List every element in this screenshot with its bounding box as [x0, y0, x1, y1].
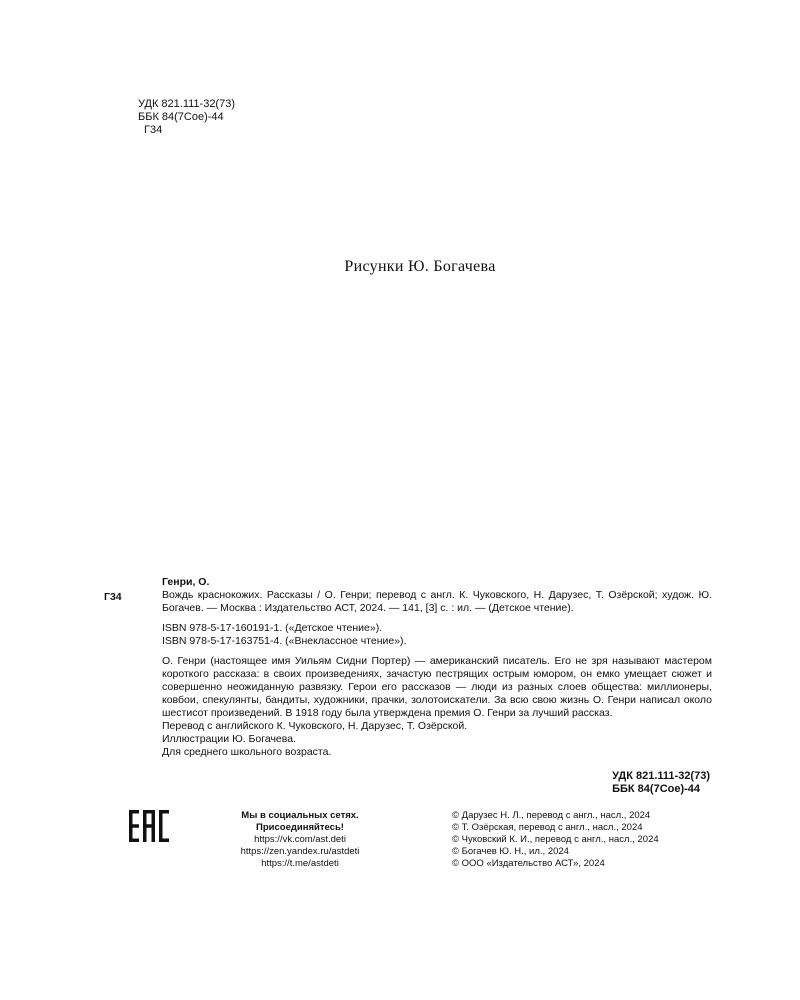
social-link-telegram[interactable]: https://t.me/astdeti: [261, 858, 339, 869]
copyright-line: © Дарузес Н. Л., перевод с англ., насл., 2024: [452, 810, 651, 821]
translation-credit: Перевод с английского К. Чуковского, Н. Дарузес, Т. Озёрской.: [162, 720, 468, 732]
copyright-block: [452, 810, 659, 870]
eac-mark-icon: [128, 808, 170, 844]
isbn-2: ISBN 978-5-17-163751-4. («Внеклассное чтение»).: [162, 635, 407, 647]
bbk-code: ББК 84(7Сое)-44: [138, 111, 224, 123]
annotation: О. Генри (настоящее имя Уильям Сидни Портер) — американский писатель. Его не зря называют мастером короткого рассказа: в своих произведениях, зачастую пестрящих острым юмором, он емко умещает сюжет и совершенно неожиданную развязку. Герои его рассказов — люди из разных слоев общества: миллионеры, ковбои, спекулянты, бандиты, художники, прачки, золотоискатели. За всю свою жизнь О. Генри написал около шестисот произведений. В 1918 году была утверждена премия О. Генри за лучший рассказ.: [162, 655, 712, 719]
social-link-vk[interactable]: https://vk.com/ast.deti: [254, 834, 346, 845]
copyright-line: © Чуковский К. И., перевод с англ., насл., 2024: [452, 834, 659, 845]
illustration-credit: Иллюстрации Ю. Богачева.: [162, 733, 296, 745]
author-mark: Г34: [144, 124, 163, 136]
bibliographic-record: [162, 576, 712, 759]
catalog-author-mark: Г34: [104, 591, 122, 603]
bottom-udk-code: УДК 821.111-32(73): [612, 770, 710, 782]
copyright-line: © ООО «Издательство АСТ», 2024: [452, 858, 605, 869]
bottom-bbk-code: ББК 84(7Сое)-44: [612, 783, 701, 795]
age-rating: Для среднего школьного возраста.: [162, 746, 332, 758]
udk-code: УДК 821.111-32(73): [138, 98, 235, 110]
social-subheading: Присоединяйтесь!: [256, 822, 344, 833]
social-heading: Мы в социальных сетях.: [241, 810, 359, 821]
catalog-author: Генри, О.: [162, 576, 210, 588]
copyright-line: © Т. Озёрская, перевод с англ., насл., 2024: [452, 822, 643, 833]
illustrations-credit: Рисунки Ю. Богачева: [344, 258, 496, 275]
social-networks-block: [222, 810, 378, 870]
copyright-line: © Богачев Ю. Н., ил., 2024: [452, 846, 569, 857]
bottom-classification-codes: [612, 770, 710, 796]
catalog-description: Вождь краснокожих. Рассказы / О. Генри; перевод с англ. К. Чуковского, Н. Дарузес, Т. Озёрской; худож. Ю. Богачев. — Москва : Издательство АСТ, 2024. — 141, [3] с. : ил. — (Детское чтение).: [162, 589, 712, 614]
top-classification-codes: [138, 98, 235, 137]
social-link-zen[interactable]: https://zen.yandex.ru/astdeti: [240, 846, 360, 857]
isbn-1: ISBN 978-5-17-160191-1. («Детское чтение»).: [162, 622, 383, 634]
